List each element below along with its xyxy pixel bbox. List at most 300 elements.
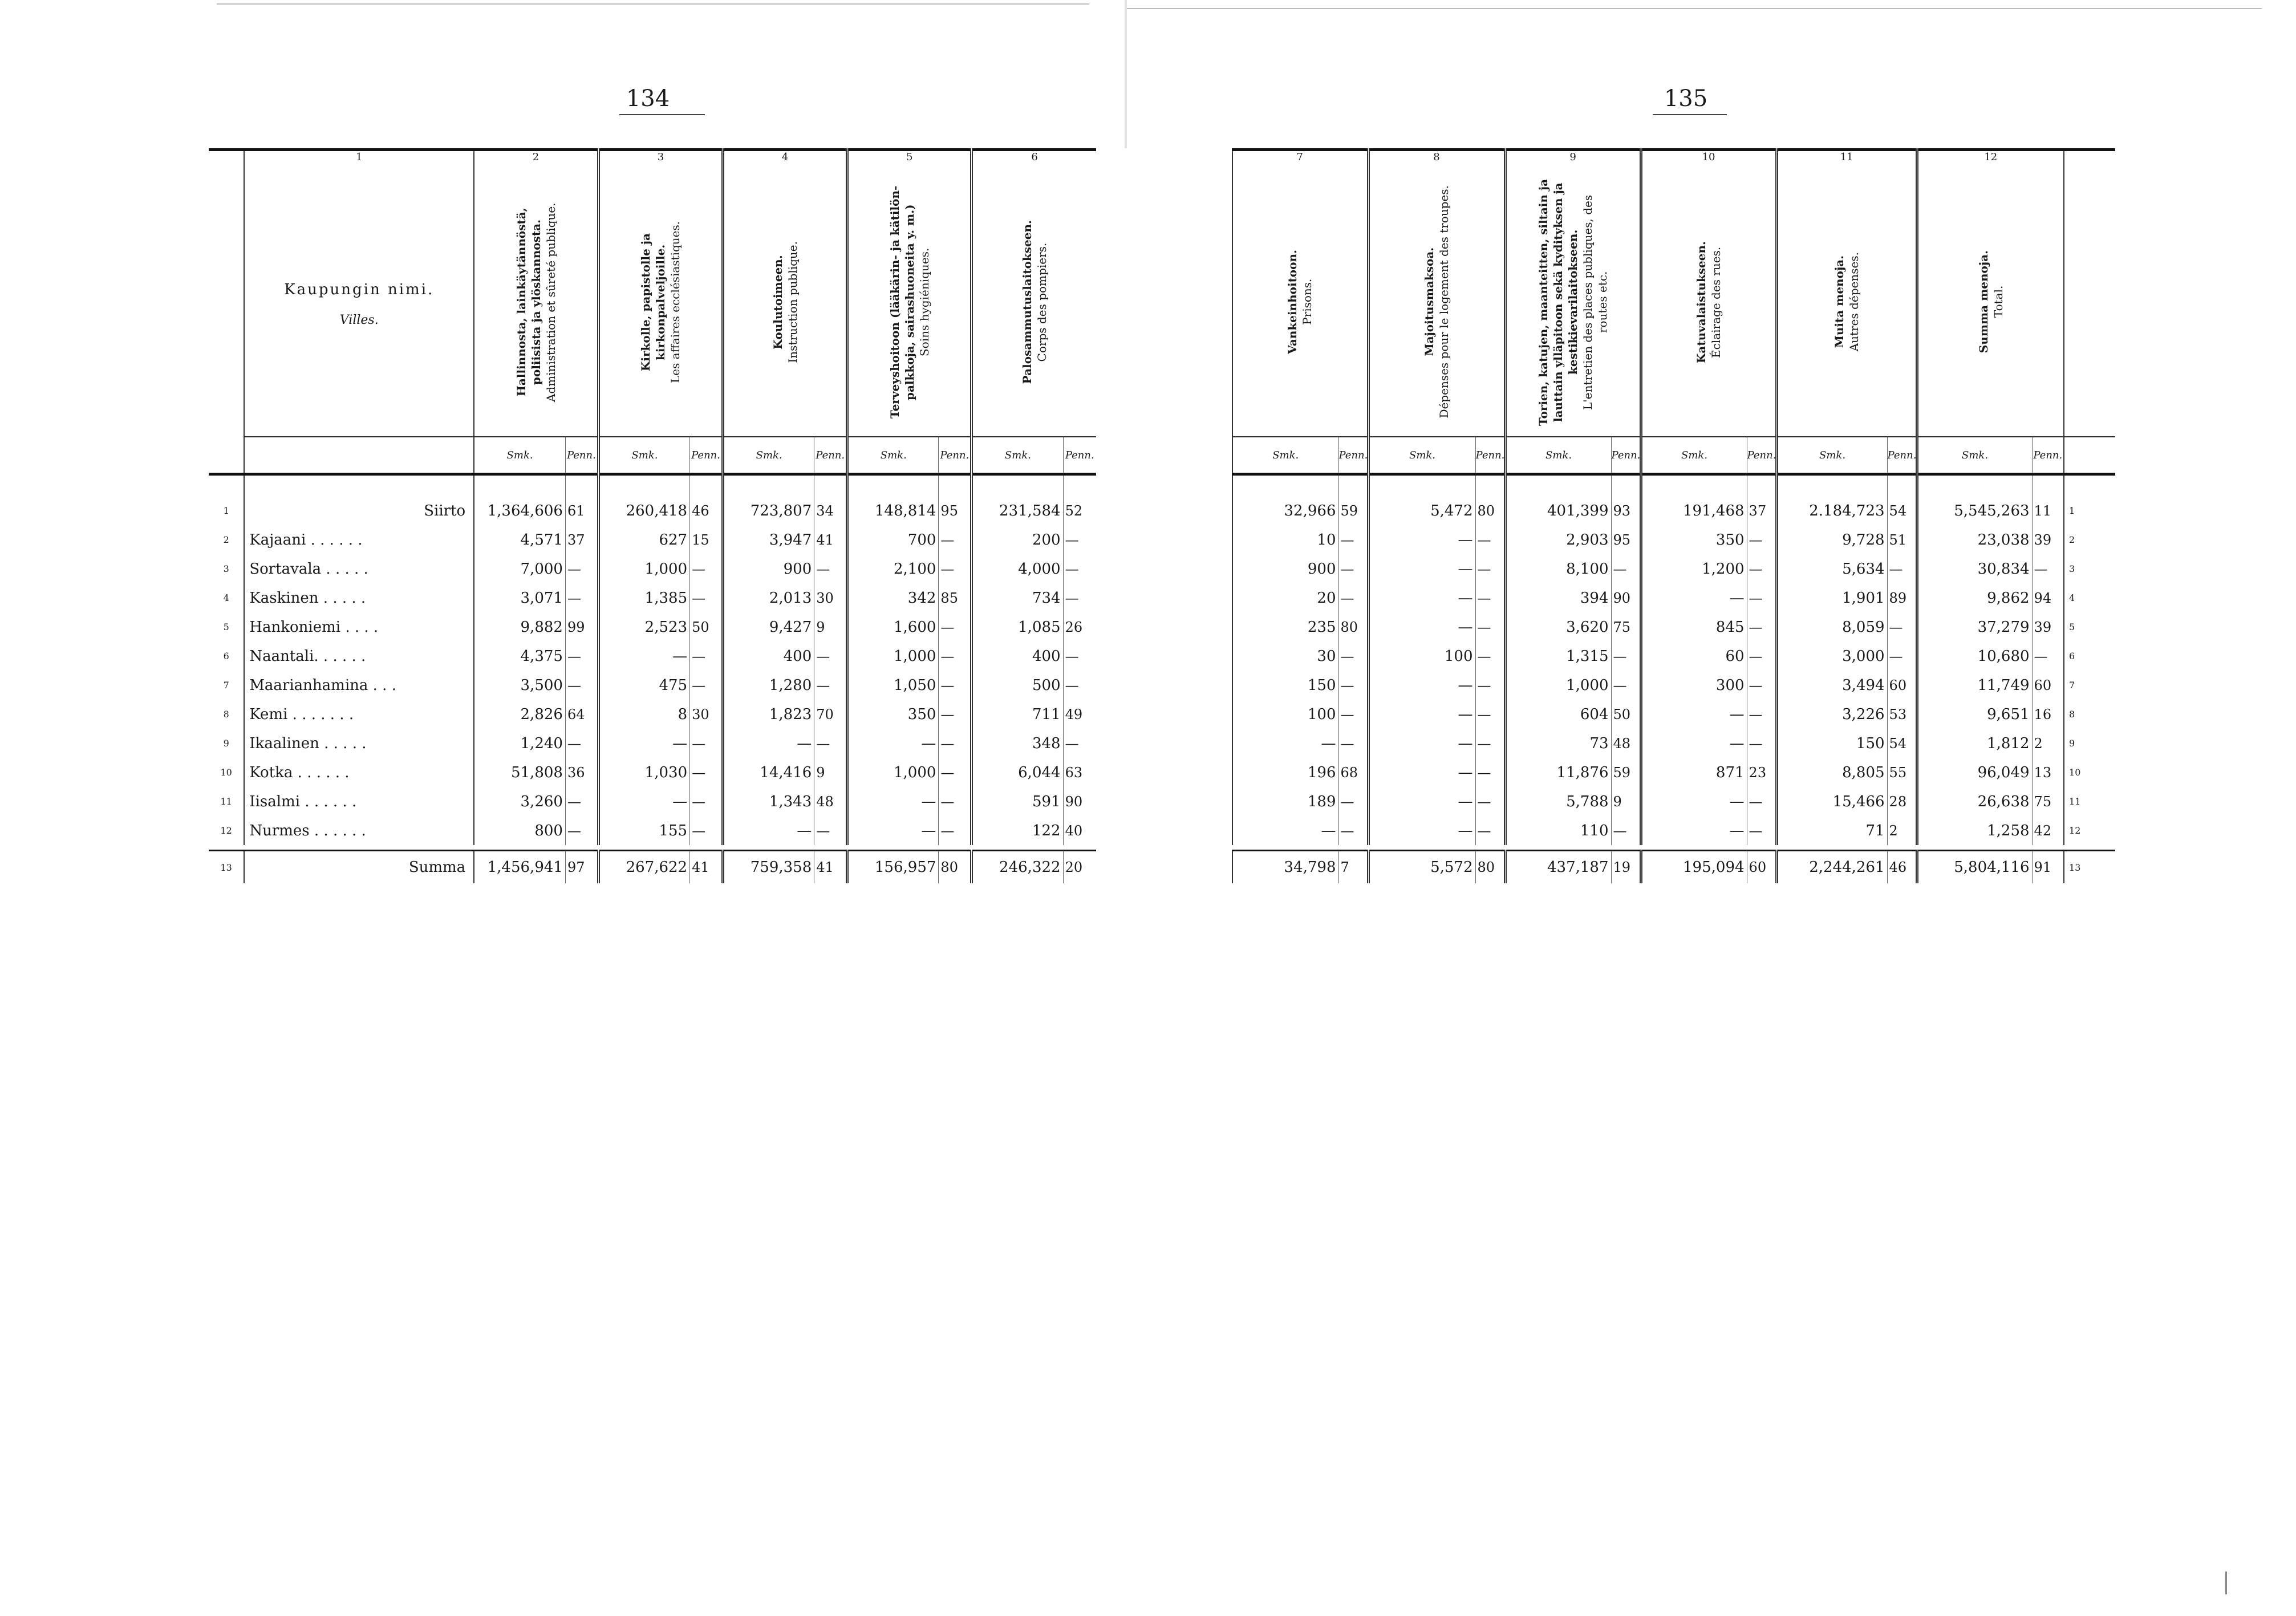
amount-markka: 189 bbox=[1232, 787, 1338, 816]
amount-markka: — bbox=[1368, 729, 1475, 758]
amount-penni: 39 bbox=[2032, 525, 2064, 554]
amount-markka: — bbox=[723, 729, 814, 758]
amount-penni: — bbox=[1611, 641, 1641, 671]
amount-markka: 348 bbox=[972, 729, 1063, 758]
amount-markka: 342 bbox=[847, 583, 939, 612]
column-header-other bbox=[1776, 172, 1917, 437]
amount-markka: 2,903 bbox=[1505, 525, 1611, 554]
amount-markka: 711 bbox=[972, 700, 1063, 729]
amount-markka: 5,788 bbox=[1505, 787, 1611, 816]
amount-markka: 1,000 bbox=[847, 758, 939, 787]
amount-penni: 75 bbox=[2032, 787, 2064, 816]
amount-markka: 723,807 bbox=[723, 496, 814, 525]
amount-penni: — bbox=[939, 525, 972, 554]
amount-markka: 246,322 bbox=[972, 851, 1063, 884]
row-number: 3 bbox=[223, 563, 229, 574]
amount-markka: 5,804,116 bbox=[1917, 851, 2032, 884]
amount-penni: 36 bbox=[565, 758, 598, 787]
amount-penni: — bbox=[814, 554, 847, 583]
amount-markka: 871 bbox=[1641, 758, 1747, 787]
city-name: Ikaalinen . . . . . bbox=[244, 729, 474, 758]
amount-markka: 51,808 bbox=[474, 758, 565, 787]
currency-unit-row bbox=[1232, 437, 2115, 474]
amount-penni: — bbox=[2032, 641, 2064, 671]
unit-penni: Penn. bbox=[1611, 437, 1641, 474]
unit-markka: Smk. bbox=[1232, 437, 1338, 474]
amount-markka: 71 bbox=[1776, 816, 1887, 845]
amount-markka: 4,375 bbox=[474, 641, 565, 671]
header-fr: Instruction publique. bbox=[785, 241, 800, 363]
amount-penni: 94 bbox=[2032, 583, 2064, 612]
column-number: 12 bbox=[1917, 150, 2064, 172]
amount-penni: — bbox=[1747, 729, 1776, 758]
amount-penni: 53 bbox=[1887, 700, 1917, 729]
amount-markka: 1,000 bbox=[598, 554, 689, 583]
city-name: Nurmes . . . . . . bbox=[244, 816, 474, 845]
amount-penni: — bbox=[1475, 554, 1505, 583]
amount-penni: 64 bbox=[565, 700, 598, 729]
amount-markka: 591 bbox=[972, 787, 1063, 816]
amount-markka: 235 bbox=[1232, 612, 1338, 641]
amount-penni: 16 bbox=[2032, 700, 2064, 729]
row-number: 7 bbox=[223, 680, 229, 691]
unit-markka: Smk. bbox=[1505, 437, 1611, 474]
column-number: 3 bbox=[598, 150, 723, 172]
row-number: 10 bbox=[220, 767, 232, 778]
amount-markka: 60 bbox=[1641, 641, 1747, 671]
amount-markka: 9,728 bbox=[1776, 525, 1887, 554]
amount-markka: 1,030 bbox=[598, 758, 689, 787]
amount-penni: — bbox=[565, 554, 598, 583]
amount-markka: 6,044 bbox=[972, 758, 1063, 787]
amount-penni: — bbox=[1063, 525, 1096, 554]
spacer-row bbox=[209, 474, 1096, 497]
city-name: Iisalmi . . . . . . bbox=[244, 787, 474, 816]
amount-markka: 1,240 bbox=[474, 729, 565, 758]
column-header-education bbox=[723, 172, 847, 437]
amount-penni: — bbox=[1475, 816, 1505, 845]
unit-penni: Penn. bbox=[1887, 437, 1917, 474]
amount-markka: — bbox=[1368, 525, 1475, 554]
unit-markka: Smk. bbox=[1368, 437, 1475, 474]
amount-penni: — bbox=[814, 641, 847, 671]
amount-penni: — bbox=[690, 729, 723, 758]
amount-markka: 5,572 bbox=[1368, 851, 1475, 884]
amount-penni: 28 bbox=[1887, 787, 1917, 816]
amount-markka: 1,456,941 bbox=[474, 851, 565, 884]
amount-markka: 1,085 bbox=[972, 612, 1063, 641]
header-fi: Hallinnosta, lainkäytännöstä, poliisista ja ylöskannosta. bbox=[514, 208, 543, 396]
amount-penni: 46 bbox=[1887, 851, 1917, 884]
city-column-header bbox=[244, 172, 474, 437]
header-fr: L'entretien des places publiques, des routes etc. bbox=[1581, 194, 1610, 410]
amount-penni: 80 bbox=[1338, 612, 1368, 641]
amount-penni: 80 bbox=[1475, 496, 1505, 525]
amount-penni: — bbox=[939, 729, 972, 758]
amount-penni: — bbox=[1747, 641, 1776, 671]
amount-penni: — bbox=[1747, 554, 1776, 583]
amount-penni: — bbox=[1747, 525, 1776, 554]
amount-markka: 1,280 bbox=[723, 671, 814, 700]
table-row bbox=[1232, 612, 2115, 641]
table-row bbox=[209, 671, 1096, 700]
amount-penni: 80 bbox=[1475, 851, 1505, 884]
amount-markka: 300 bbox=[1641, 671, 1747, 700]
amount-penni: — bbox=[1338, 583, 1368, 612]
scan-edge-left bbox=[217, 3, 1089, 5]
amount-markka: 11,749 bbox=[1917, 671, 2032, 700]
amount-markka: 8 bbox=[598, 700, 689, 729]
row-number: 6 bbox=[223, 651, 229, 661]
amount-penni: 9 bbox=[814, 612, 847, 641]
row-number: 2 bbox=[2064, 525, 2115, 554]
amount-penni: 9 bbox=[1611, 787, 1641, 816]
amount-penni: 40 bbox=[1063, 816, 1096, 845]
row-number: 2 bbox=[223, 534, 229, 545]
amount-markka: 2.184,723 bbox=[1776, 496, 1887, 525]
column-header-total bbox=[1917, 172, 2064, 437]
amount-markka: 437,187 bbox=[1505, 851, 1611, 884]
amount-markka: 100 bbox=[1368, 641, 1475, 671]
column-header-street-lighting bbox=[1641, 172, 1776, 437]
amount-markka: — bbox=[1368, 816, 1475, 845]
amount-markka: — bbox=[1368, 787, 1475, 816]
header-fr: Corps des pompiers. bbox=[1035, 242, 1049, 362]
amount-markka: 191,468 bbox=[1641, 496, 1747, 525]
amount-penni: 48 bbox=[814, 787, 847, 816]
amount-penni: 52 bbox=[1063, 496, 1096, 525]
amount-markka: — bbox=[723, 816, 814, 845]
amount-penni: — bbox=[939, 787, 972, 816]
amount-markka: 2,100 bbox=[847, 554, 939, 583]
amount-markka: 2,826 bbox=[474, 700, 565, 729]
column-header-fire-brigade bbox=[972, 172, 1096, 437]
row-number: 6 bbox=[2064, 641, 2115, 671]
amount-penni: 30 bbox=[690, 700, 723, 729]
amount-penni: 54 bbox=[1887, 496, 1917, 525]
amount-penni: 70 bbox=[814, 700, 847, 729]
amount-markka: 3,260 bbox=[474, 787, 565, 816]
row-number: 9 bbox=[2064, 729, 2115, 758]
amount-penni: — bbox=[1747, 671, 1776, 700]
amount-markka: 8,100 bbox=[1505, 554, 1611, 583]
amount-markka: 1,600 bbox=[847, 612, 939, 641]
amount-penni: 90 bbox=[1611, 583, 1641, 612]
amount-penni: 95 bbox=[939, 496, 972, 525]
amount-penni: 50 bbox=[690, 612, 723, 641]
amount-markka: 26,638 bbox=[1917, 787, 2032, 816]
amount-markka: — bbox=[1368, 554, 1475, 583]
amount-penni: 20 bbox=[1063, 851, 1096, 884]
amount-penni: 13 bbox=[2032, 758, 2064, 787]
table-row bbox=[1232, 816, 2115, 845]
amount-penni: — bbox=[1611, 816, 1641, 845]
amount-penni: — bbox=[565, 583, 598, 612]
amount-penni: 54 bbox=[1887, 729, 1917, 758]
amount-markka: 3,494 bbox=[1776, 671, 1887, 700]
column-header-health bbox=[847, 172, 972, 437]
amount-markka: 845 bbox=[1641, 612, 1747, 641]
row-number: 1 bbox=[223, 505, 229, 516]
header-fi: Vankeinhoitoon. bbox=[1285, 250, 1300, 354]
table-row bbox=[209, 700, 1096, 729]
amount-penni: 15 bbox=[690, 525, 723, 554]
amount-markka: 10 bbox=[1232, 525, 1338, 554]
table-row bbox=[209, 525, 1096, 554]
amount-markka: 5,634 bbox=[1776, 554, 1887, 583]
amount-penni: — bbox=[1063, 583, 1096, 612]
amount-penni: 91 bbox=[2032, 851, 2064, 884]
column-header-administration bbox=[474, 172, 598, 437]
amount-markka: 96,049 bbox=[1917, 758, 2032, 787]
amount-penni: 7 bbox=[1338, 851, 1368, 884]
amount-markka: 2,523 bbox=[598, 612, 689, 641]
amount-penni: 63 bbox=[1063, 758, 1096, 787]
page-number-right-rule bbox=[1653, 114, 1727, 115]
amount-markka: 100 bbox=[1232, 700, 1338, 729]
unit-markka: Smk. bbox=[847, 437, 939, 474]
amount-penni: — bbox=[1338, 787, 1368, 816]
amount-penni: — bbox=[1475, 671, 1505, 700]
amount-penni: — bbox=[1747, 583, 1776, 612]
header-fi: Koulutoimeen. bbox=[770, 254, 785, 350]
amount-markka: — bbox=[598, 729, 689, 758]
amount-markka: 9,651 bbox=[1917, 700, 2032, 729]
table-row bbox=[209, 554, 1096, 583]
table-row bbox=[209, 816, 1096, 845]
amount-penni: 60 bbox=[2032, 671, 2064, 700]
expenses-table-right bbox=[1232, 148, 2115, 883]
column-header-church bbox=[598, 172, 723, 437]
city-name: Siirto bbox=[244, 496, 474, 525]
total-row bbox=[1232, 851, 2115, 884]
unit-penni: Penn. bbox=[690, 437, 723, 474]
header-fr: Dépenses pour le logement des troupes. bbox=[1437, 185, 1451, 419]
unit-penni: Penn. bbox=[1338, 437, 1368, 474]
amount-markka: 195,094 bbox=[1641, 851, 1747, 884]
column-number: 7 bbox=[1232, 150, 1368, 172]
amount-markka: 9,862 bbox=[1917, 583, 2032, 612]
amount-markka: 5,545,263 bbox=[1917, 496, 2032, 525]
amount-markka: 1,000 bbox=[1505, 671, 1611, 700]
amount-markka: 1,385 bbox=[598, 583, 689, 612]
amount-penni: 59 bbox=[1611, 758, 1641, 787]
amount-markka: 260,418 bbox=[598, 496, 689, 525]
amount-penni: 2 bbox=[2032, 729, 2064, 758]
amount-markka: — bbox=[847, 816, 939, 845]
row-number: 11 bbox=[220, 796, 232, 807]
amount-penni: — bbox=[1475, 525, 1505, 554]
amount-markka: 148,814 bbox=[847, 496, 939, 525]
amount-penni: — bbox=[1063, 671, 1096, 700]
amount-penni: 68 bbox=[1338, 758, 1368, 787]
amount-penni: — bbox=[1063, 729, 1096, 758]
amount-markka: 200 bbox=[972, 525, 1063, 554]
header-fr: Autres dépenses. bbox=[1847, 252, 1861, 352]
amount-penni: 11 bbox=[2032, 496, 2064, 525]
amount-markka: 1,343 bbox=[723, 787, 814, 816]
unit-markka: Smk. bbox=[1917, 437, 2032, 474]
amount-markka: — bbox=[1641, 816, 1747, 845]
amount-markka: 500 bbox=[972, 671, 1063, 700]
amount-penni: 93 bbox=[1611, 496, 1641, 525]
amount-penni: — bbox=[939, 700, 972, 729]
amount-penni: — bbox=[690, 787, 723, 816]
amount-penni: — bbox=[2032, 554, 2064, 583]
row-number: 12 bbox=[2064, 816, 2115, 845]
amount-penni: 60 bbox=[1747, 851, 1776, 884]
amount-markka: — bbox=[1641, 787, 1747, 816]
amount-penni: 48 bbox=[1611, 729, 1641, 758]
row-number: 3 bbox=[2064, 554, 2115, 583]
amount-penni: 42 bbox=[2032, 816, 2064, 845]
amount-penni: 97 bbox=[565, 851, 598, 884]
unit-markka: Smk. bbox=[474, 437, 565, 474]
column-number: 8 bbox=[1368, 150, 1505, 172]
amount-penni: 41 bbox=[814, 525, 847, 554]
table-row bbox=[209, 583, 1096, 612]
right-table-body bbox=[1232, 496, 2115, 851]
page-number-left-rule bbox=[619, 114, 705, 115]
header-fi: Terveyshoitoon (lääkärin- ja kätilön-palkkoja, sairashuoneita y. m.) bbox=[887, 185, 916, 419]
amount-penni: 90 bbox=[1063, 787, 1096, 816]
amount-markka: 1,823 bbox=[723, 700, 814, 729]
header-fi: Katuvalaistukseen. bbox=[1694, 241, 1709, 363]
table-row bbox=[209, 612, 1096, 641]
amount-penni: 50 bbox=[1611, 700, 1641, 729]
column-number: 2 bbox=[474, 150, 598, 172]
amount-markka: 900 bbox=[723, 554, 814, 583]
spacer-row bbox=[1232, 845, 2115, 851]
amount-markka: 23,038 bbox=[1917, 525, 2032, 554]
amount-markka: 1,000 bbox=[847, 641, 939, 671]
amount-penni: — bbox=[814, 729, 847, 758]
amount-markka: 4,571 bbox=[474, 525, 565, 554]
row-number: 10 bbox=[2064, 758, 2115, 787]
scan-edge-right bbox=[1127, 8, 2262, 9]
column-number: 4 bbox=[723, 150, 847, 172]
amount-penni: — bbox=[565, 787, 598, 816]
amount-penni: — bbox=[939, 671, 972, 700]
left-table-body bbox=[209, 496, 1096, 851]
amount-markka: 30,834 bbox=[1917, 554, 2032, 583]
amount-markka: 267,622 bbox=[598, 851, 689, 884]
amount-markka: 15,466 bbox=[1776, 787, 1887, 816]
row-number: 5 bbox=[2064, 612, 2115, 641]
page-fold bbox=[1125, 0, 1127, 148]
amount-markka: 4,000 bbox=[972, 554, 1063, 583]
table-row bbox=[209, 729, 1096, 758]
unit-penni: Penn. bbox=[1063, 437, 1096, 474]
table-row bbox=[1232, 583, 2115, 612]
amount-markka: 1,200 bbox=[1641, 554, 1747, 583]
amount-penni: 37 bbox=[565, 525, 598, 554]
amount-markka: — bbox=[1641, 729, 1747, 758]
amount-penni: 19 bbox=[1611, 851, 1641, 884]
amount-penni: 37 bbox=[1747, 496, 1776, 525]
column-number-row bbox=[209, 150, 1096, 172]
amount-penni: — bbox=[1611, 671, 1641, 700]
amount-markka: 8,059 bbox=[1776, 612, 1887, 641]
table-row bbox=[209, 641, 1096, 671]
amount-markka: 110 bbox=[1505, 816, 1611, 845]
amount-penni: 39 bbox=[2032, 612, 2064, 641]
amount-penni: 59 bbox=[1338, 496, 1368, 525]
amount-markka: 627 bbox=[598, 525, 689, 554]
header-fi: Muita menoja. bbox=[1832, 255, 1847, 348]
amount-penni: — bbox=[939, 816, 972, 845]
city-name: Summa bbox=[244, 851, 474, 884]
amount-markka: 3,500 bbox=[474, 671, 565, 700]
currency-unit-row bbox=[209, 437, 1096, 474]
amount-penni: — bbox=[1887, 641, 1917, 671]
amount-markka: — bbox=[847, 787, 939, 816]
amount-penni: 80 bbox=[939, 851, 972, 884]
table-row bbox=[1232, 758, 2115, 787]
spacer-row bbox=[209, 845, 1096, 851]
amount-markka: — bbox=[1368, 583, 1475, 612]
amount-penni: 41 bbox=[814, 851, 847, 884]
amount-penni: 23 bbox=[1747, 758, 1776, 787]
amount-penni: — bbox=[1063, 554, 1096, 583]
amount-markka: 3,947 bbox=[723, 525, 814, 554]
amount-markka: 34,798 bbox=[1232, 851, 1338, 884]
amount-penni: — bbox=[690, 554, 723, 583]
amount-markka: 10,680 bbox=[1917, 641, 2032, 671]
amount-penni: — bbox=[814, 671, 847, 700]
unit-markka: Smk. bbox=[1641, 437, 1747, 474]
amount-markka: 2,244,261 bbox=[1776, 851, 1887, 884]
amount-markka: 150 bbox=[1776, 729, 1887, 758]
column-number: 10 bbox=[1641, 150, 1776, 172]
amount-markka: 150 bbox=[1232, 671, 1338, 700]
amount-penni: 41 bbox=[690, 851, 723, 884]
amount-markka: 1,050 bbox=[847, 671, 939, 700]
amount-markka: 156,957 bbox=[847, 851, 939, 884]
amount-markka: 37,279 bbox=[1917, 612, 2032, 641]
amount-markka: 3,226 bbox=[1776, 700, 1887, 729]
amount-penni: — bbox=[1475, 700, 1505, 729]
amount-markka: — bbox=[1368, 758, 1475, 787]
amount-markka: 11,876 bbox=[1505, 758, 1611, 787]
amount-markka: — bbox=[598, 641, 689, 671]
amount-markka: 196 bbox=[1232, 758, 1338, 787]
city-header-fr: Villes. bbox=[339, 312, 379, 327]
amount-penni: 89 bbox=[1887, 583, 1917, 612]
amount-markka: 8,805 bbox=[1776, 758, 1887, 787]
amount-penni: 26 bbox=[1063, 612, 1096, 641]
header-fr: Soins hygiéniques. bbox=[917, 247, 931, 356]
amount-markka: 7,000 bbox=[474, 554, 565, 583]
amount-markka: 401,399 bbox=[1505, 496, 1611, 525]
amount-markka: 14,416 bbox=[723, 758, 814, 787]
city-name: Kotka . . . . . . bbox=[244, 758, 474, 787]
unit-penni: Penn. bbox=[565, 437, 598, 474]
table-row bbox=[1232, 700, 2115, 729]
city-name: Kajaani . . . . . . bbox=[244, 525, 474, 554]
header-fr: Total. bbox=[1991, 286, 2005, 318]
amount-penni: — bbox=[939, 554, 972, 583]
row-number: 1 bbox=[2064, 496, 2115, 525]
amount-penni: — bbox=[939, 758, 972, 787]
amount-markka: — bbox=[1641, 700, 1747, 729]
amount-penni: — bbox=[1338, 525, 1368, 554]
column-number-row bbox=[1232, 150, 2115, 172]
amount-penni: — bbox=[1475, 729, 1505, 758]
amount-penni: 34 bbox=[814, 496, 847, 525]
amount-markka: 3,071 bbox=[474, 583, 565, 612]
amount-penni: — bbox=[1747, 787, 1776, 816]
